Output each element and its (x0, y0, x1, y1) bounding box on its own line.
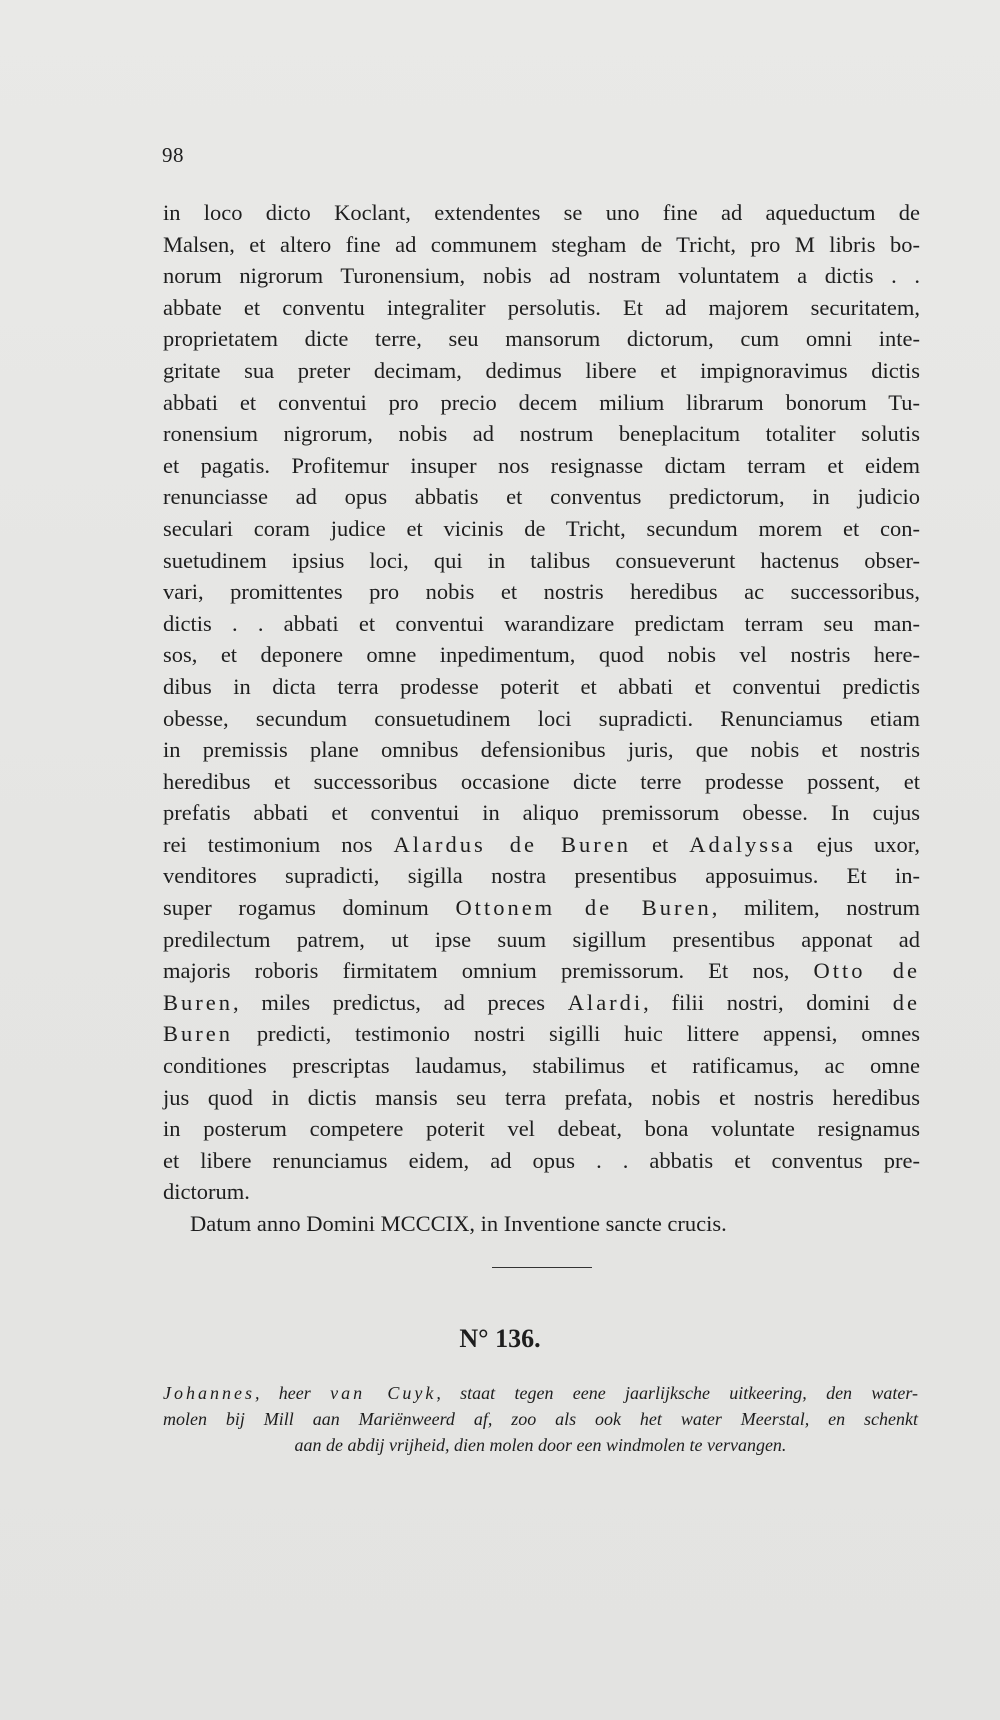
text-segment: et (631, 831, 690, 857)
summary-line: molen bij Mill aan Mariënweerd af, zoo als ook het water Meerstal, en schenkt (163, 1409, 918, 1429)
text-segment: , staat tegen eene jaarlijksche uitkeering, den water- (436, 1383, 918, 1403)
person-name: Alardus de Buren (393, 831, 631, 857)
text-line: abbate et conventu integraliter persolutis. Et ad majorem securitatem, (163, 294, 920, 320)
text-segment: super rogamus dominum (163, 895, 456, 921)
text-line: jus quod in dictis mansis seu terra prefata, nobis et nostris heredibus (163, 1084, 920, 1110)
person-name: Johannes (163, 1383, 255, 1403)
person-name: Buren (163, 1021, 233, 1047)
text-line: norum nigrorum Turonensium, nobis ad nostram voluntatem a dictis . . (163, 263, 920, 289)
text-line: et pagatis. Profitemur insuper nos resignasse dictam terram et eidem (163, 452, 920, 478)
text-line: in posterum competere poterit vel debeat, bona voluntate resignamus (163, 1116, 920, 1142)
text-line: et libere renunciamus eidem, ad opus . . abbatis et conventus pre- (163, 1147, 920, 1173)
text-line: ronensium nigrorum, nobis ad nostrum beneplacitum totaliter solutis (163, 421, 920, 447)
text-line: predilectum patrem, ut ipse suum sigillum presentibus apponat ad (163, 926, 920, 952)
text-line: in loco dicto Koclant, extendentes se uno fine ad aqueductum de (163, 200, 920, 225)
text-segment: predicti, testimonio nostri sigilli huic littere appensi, omnes (233, 1021, 920, 1047)
text-segment: , filii nostri, domini (643, 989, 893, 1015)
document-summary (163, 1380, 918, 1458)
text-line: in premissis plane omnibus defensionibus juris, que nobis et nostris (163, 737, 920, 763)
summary-line: aan de abdij vrijheid, dien molen door een windmolen te vervangen. (294, 1435, 787, 1455)
text-line: proprietatem dicte terre, seu mansorum dictorum, cum omni inte- (163, 326, 920, 352)
text-line (163, 892, 920, 924)
text-segment: , heer (254, 1383, 331, 1403)
text-line: gritate sua preter decimam, dedimus libere et impignoravimus dictis (163, 357, 920, 383)
text-segment: ejus uxor, (795, 831, 920, 857)
text-line (163, 1018, 920, 1050)
person-name: Buren (163, 989, 233, 1015)
text-segment: majoris roboris firmitatem omnium premissorum. Et nos, (163, 958, 814, 984)
person-name: de (892, 989, 920, 1015)
text-segment: rei testimonium nos (163, 831, 394, 857)
text-line: suetudinem ipsius loci, qui in talibus consueverunt hactenus obser- (163, 547, 920, 573)
text-line: obesse, secundum consuetudinem loci supradicti. Renunciamus etiam (163, 705, 920, 731)
section-divider (492, 1267, 592, 1268)
text-line: sos, et deponere omne inpedimentum, quod nobis vel nostris here- (163, 642, 920, 668)
person-name: Otto de (813, 958, 920, 984)
text-line: seculari coram judice et vicinis de Tricht, secundum morem et con- (163, 515, 920, 541)
text-line: dictis . . abbati et conventui warandizare predictam terram seu man- (163, 610, 920, 636)
text-line (163, 829, 920, 861)
charter-text (163, 197, 920, 1240)
text-line: abbati et conventui pro precio decem milium librarum bonorum Tu- (163, 389, 920, 415)
page-number: 98 (162, 143, 184, 167)
text-line (163, 987, 920, 1019)
text-line: dictorum. (163, 1179, 250, 1205)
dating-clause: Datum anno Domini MCCCIX, in Inventione sancte crucis. (190, 1211, 727, 1236)
text-line: conditiones prescriptas laudamus, stabilimus et ratificamus, ac omne (163, 1053, 920, 1079)
text-segment: , miles predictus, ad preces (233, 989, 568, 1015)
text-line: Malsen, et altero fine ad communem stegham de Tricht, pro M libris bo- (163, 231, 920, 257)
text-line (163, 955, 920, 987)
document-number: N° 136. (459, 1324, 541, 1353)
text-line: dibus in dicta terra prodesse poterit et abbati et conventui predictis (163, 673, 920, 699)
person-name: Alardi (567, 989, 644, 1015)
text-segment: , militem, nostrum (711, 895, 920, 921)
person-name: Ottonem de Buren (455, 895, 712, 921)
text-line: prefatis abbati et conventui in aliquo premissorum obesse. In cujus (163, 800, 920, 826)
text-line: venditores supradicti, sigilla nostra presentibus apposuimus. Et in- (163, 863, 920, 889)
summary-line (163, 1380, 918, 1406)
text-line: heredibus et successoribus occasione dicte terre prodesse possent, et (163, 768, 920, 794)
person-name: Adalyssa (689, 831, 796, 857)
person-name: van Cuyk (330, 1383, 437, 1403)
text-line: renunciasse ad opus abbatis et conventus predictorum, in judicio (163, 484, 920, 510)
text-line: vari, promittentes pro nobis et nostris heredibus ac successoribus, (163, 579, 920, 605)
